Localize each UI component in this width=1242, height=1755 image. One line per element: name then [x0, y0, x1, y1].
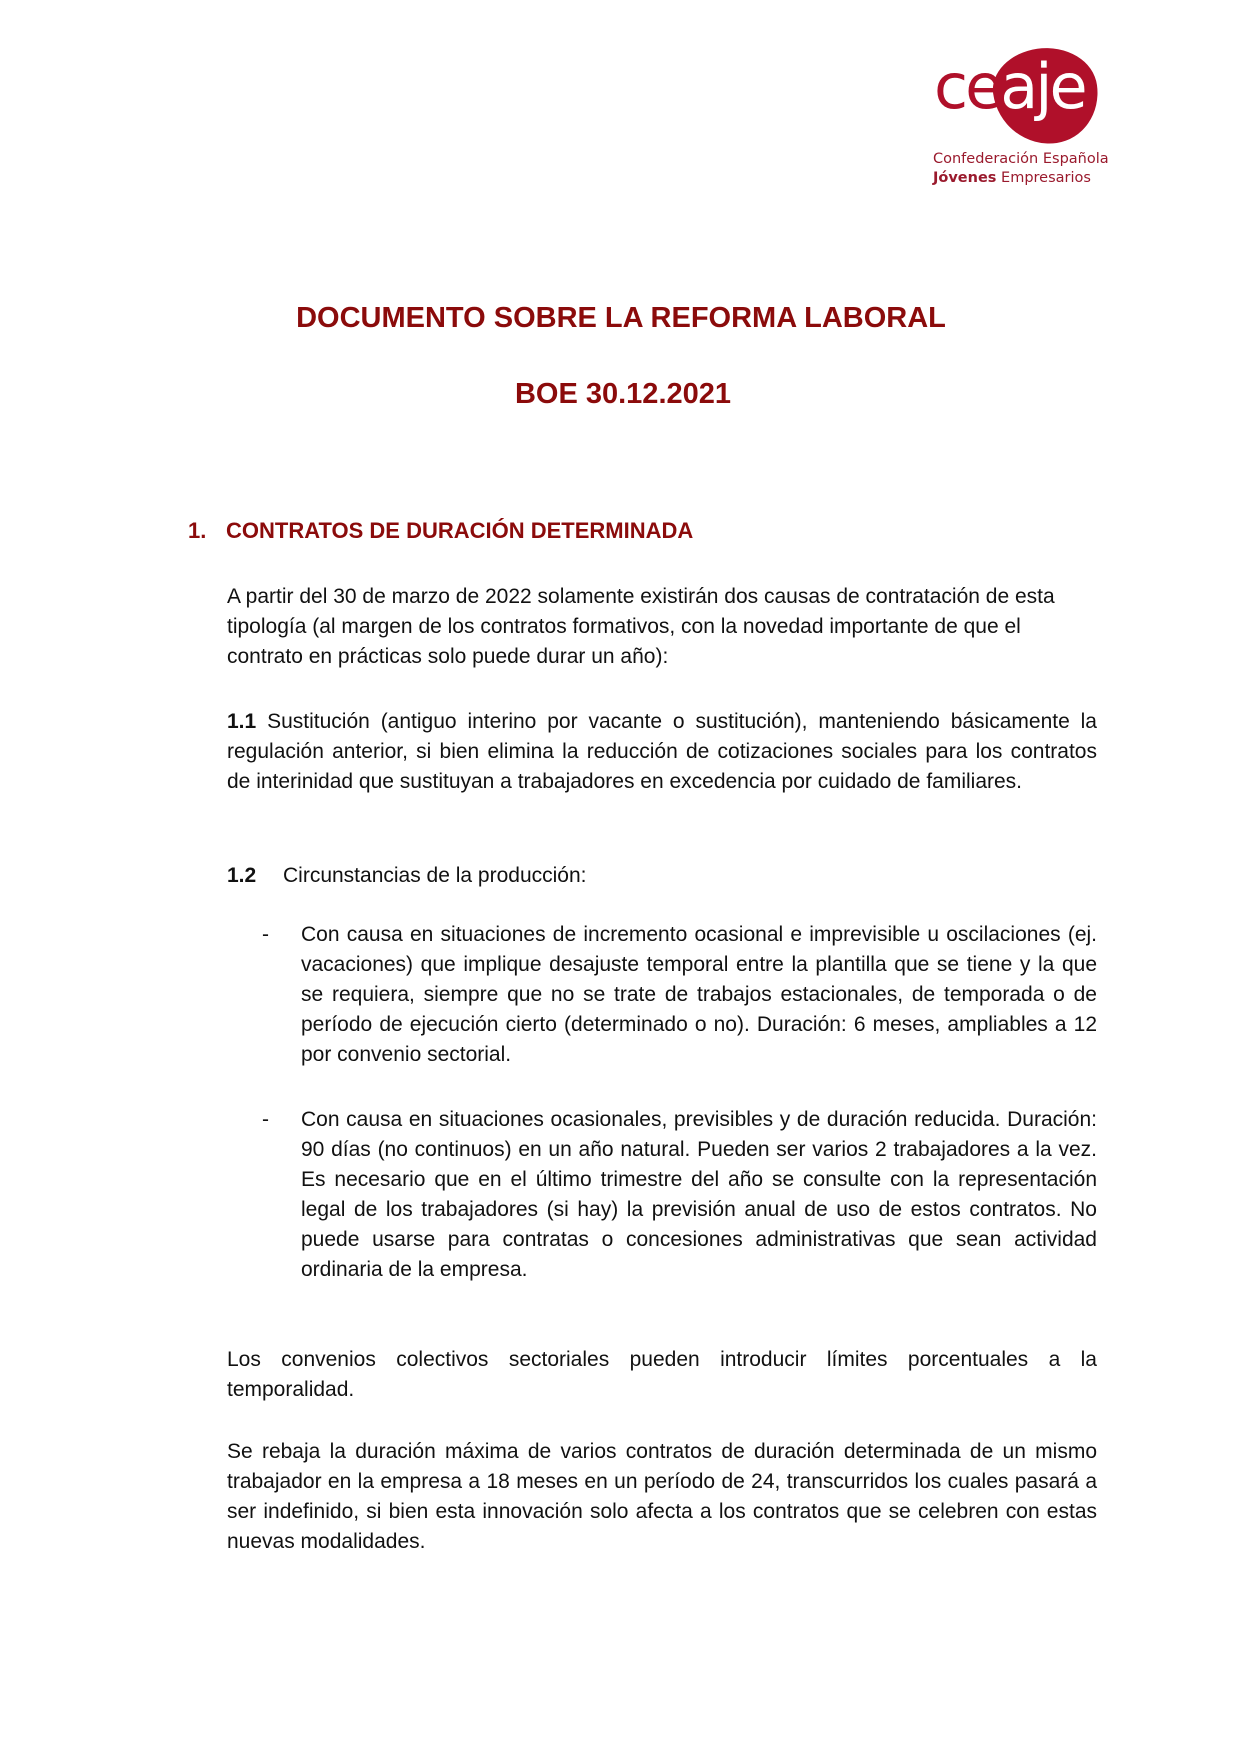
logo-tagline-rest: Empresarios [996, 170, 1091, 186]
ceaje-logo [930, 44, 1110, 194]
list-item [262, 920, 1097, 1070]
subsection-number: 1.1 [227, 710, 257, 733]
subsection-number: 1.2 [227, 864, 257, 887]
document-subtitle: BOE 30.12.2021 [514, 378, 732, 410]
logo-tagline-2 [933, 170, 1091, 186]
logo-wordmark [934, 50, 1085, 123]
list-item [262, 1105, 1097, 1285]
section-intro-paragraph: A partir del 30 de marzo de 2022 solamente existirán dos causas de contratación de esta tipología (al margen de los contratos formativos, con la novedad importante de que el contrato en prácticas solo puede durar un año): [227, 585, 1055, 668]
subsection-text: Circunstancias de la producción: [283, 864, 587, 887]
logo-mark [930, 44, 1110, 144]
section-number: 1. [188, 518, 207, 543]
logo-word-aje: aje [1000, 50, 1085, 123]
logo-word-ce: ce [934, 50, 1001, 123]
section-1-heading [188, 518, 693, 544]
logo-tagline-1: Confederación Española [933, 151, 1109, 167]
section-heading-text: CONTRATOS DE DURACIÓN DETERMINADA [226, 518, 694, 543]
subsection-1-2 [227, 861, 1097, 891]
bullet-dash: - [262, 1108, 269, 1131]
bullet-dash: - [262, 923, 269, 946]
subsection-1-1 [227, 707, 1097, 797]
subsection-text: Sustitución (antiguo interino por vacante o sustitución), manteniendo básicamente la regulación anterior, si bien elimina la reducción de cotizaciones sociales para los contratos de interinidad que sustituyan a trabajadores en excedencia por cuidado de familiares. [227, 710, 1097, 793]
convenios-paragraph: Los convenios colectivos sectoriales pueden introducir límites porcentuales a la temporalidad. [227, 1348, 1097, 1401]
logo-tagline-bold: Jóvenes [933, 170, 997, 186]
rebaja-paragraph: Se rebaja la duración máxima de varios contratos de duración determinada de un mismo trabajador en la empresa a 18 meses en un período de 24, transcurridos los cuales pasará a ser indefinido, si bien esta innovación solo afecta a los contratos que se celebren con estas nuevas modalidades. [227, 1440, 1097, 1553]
list-item-text: Con causa en situaciones ocasionales, previsibles y de duración reducida. Duración: 90 días (no continuos) en un año natural. Pueden ser varios 2 trabajadores a la vez. Es necesario que en el último trimestre del año se consulte con la representación legal de los trabajadores (si hay) la previsión anual de uso de estos contratos. No puede usarse para contratas o concesiones administrativas que sean actividad ordinaria de la empresa. [301, 1108, 1097, 1281]
document-title: DOCUMENTO SOBRE LA REFORMA LABORAL [296, 302, 946, 334]
list-item-text: Con causa en situaciones de incremento ocasional e imprevisible u oscilaciones (ej. vacaciones) que implique desajuste temporal entre la plantilla que se tiene y la que se requiera, siempre que no se trate de trabajos estacionales, de temporada o de período de ejecución cierto (determinado o no). Duración: 6 meses, ampliables a 12 por convenio sectorial. [301, 923, 1097, 1066]
